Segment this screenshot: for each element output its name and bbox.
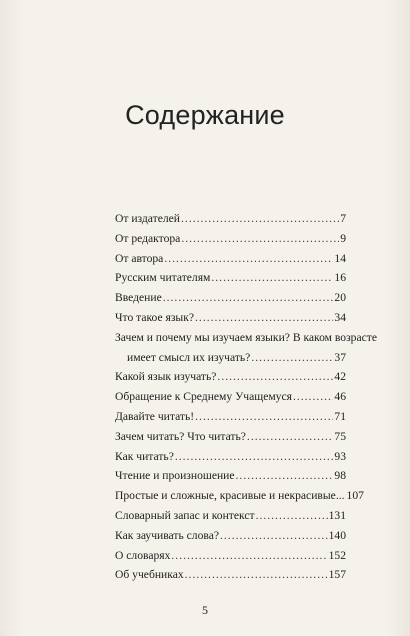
toc-entry-title: От редактора: [115, 231, 181, 245]
dot-leader: [236, 466, 334, 486]
toc-entry-page: 71: [334, 409, 346, 423]
dot-leader: [175, 447, 334, 467]
toc-entry-title: Зачем читать? Что читать?: [115, 429, 246, 443]
toc-entry: [115, 367, 346, 387]
toc-entry: [115, 209, 346, 229]
dot-leader: [251, 348, 333, 368]
dot-leader: [220, 526, 328, 546]
toc-entry: [115, 407, 346, 427]
toc-entry-title: О словарях: [115, 548, 171, 562]
toc-entry-title: Введение: [115, 291, 162, 305]
toc-entry: [115, 466, 346, 486]
toc-entry-page: 46: [334, 390, 346, 404]
toc-entry-title: Простые и сложные, красивые и некрасивые...: [115, 489, 345, 503]
toc-entry-page: 9: [340, 231, 346, 245]
toc-entry-title: Что такое язык?: [115, 310, 195, 324]
toc-entry-title-line1: Зачем и почему мы изучаем языки? В каком возрасте: [115, 330, 377, 344]
toc-entry-title: Какой язык изучать?: [115, 370, 217, 384]
toc-entry: [115, 526, 346, 546]
toc-entry-page: 42: [334, 370, 346, 384]
toc-entry-title: Давайте читать!: [115, 409, 195, 423]
toc-entry-page: 157: [328, 568, 346, 582]
dot-leader: [181, 229, 339, 249]
toc-entry-page: 20: [334, 291, 346, 305]
toc-entry: [115, 328, 377, 368]
toc-entry: [115, 288, 346, 308]
toc-entry: [115, 229, 346, 249]
toc-entry: [115, 447, 346, 467]
toc-entry-page: 107: [346, 489, 364, 503]
toc-entry: [115, 387, 346, 407]
page-title: Содержание: [125, 100, 285, 130]
dot-leader: [185, 565, 328, 585]
toc-entry-page: 37: [334, 350, 346, 364]
toc-entry-page: 7: [340, 212, 346, 225]
dot-leader: [181, 209, 339, 229]
toc-entry-page: 152: [328, 548, 346, 562]
toc-entry-page: 16: [334, 271, 346, 285]
toc-entry: [115, 249, 346, 269]
toc-entry: [115, 486, 364, 506]
toc-entry: [115, 308, 346, 328]
toc-entry-page: 93: [334, 449, 346, 463]
dot-leader: [211, 268, 333, 288]
toc-entry-page: 98: [334, 469, 346, 483]
toc-entry-title: От автора: [115, 251, 164, 265]
toc-entry: [115, 268, 346, 288]
toc-entry: [115, 427, 346, 447]
toc-entry: [115, 506, 346, 526]
dot-leader: [195, 407, 333, 427]
toc-entry-title: Как заучивать слова?: [115, 528, 219, 542]
toc-entry: [115, 565, 346, 585]
dot-leader: [171, 546, 327, 566]
dot-leader: [247, 427, 333, 447]
toc-entry-page: 75: [334, 429, 346, 443]
toc-entry-page: 34: [334, 310, 346, 324]
toc-entry: [115, 546, 346, 566]
dot-leader: [217, 367, 333, 387]
toc-entry-title: Обращение к Среднему Учащемуся: [115, 390, 292, 404]
toc-entry-title-line2: имеет смысл их изучать?: [127, 350, 251, 364]
toc-entry-title: Русским читателям: [115, 271, 211, 285]
toc-entry-title: Словарный запас и контекст: [115, 508, 255, 522]
toc-entry-page: 140: [328, 528, 346, 542]
dot-leader: [164, 249, 333, 269]
dot-leader: [293, 387, 333, 407]
dot-leader: [163, 288, 334, 308]
page-number: 5: [202, 603, 208, 617]
toc-entry-title: От издателей: [115, 212, 181, 225]
table-of-contents: [115, 209, 377, 585]
toc-entry-title: Как читать?: [115, 449, 174, 463]
toc-entry-page: 131: [328, 508, 346, 522]
toc-entry-title: Чтение и произношение: [115, 469, 235, 483]
dot-leader: [195, 308, 333, 328]
toc-entry-title: Об учебниках: [115, 568, 184, 582]
toc-entry-page: 14: [334, 251, 346, 265]
dot-leader: [256, 506, 328, 526]
